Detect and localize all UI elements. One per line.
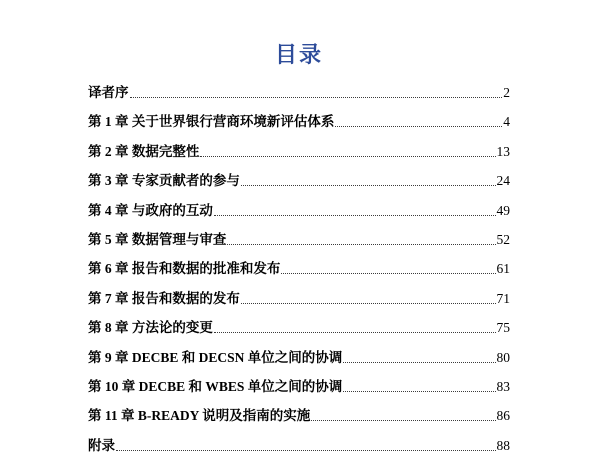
toc-entry[interactable] [88, 115, 510, 144]
dotted-leader [116, 439, 496, 451]
toc-entry[interactable] [88, 439, 510, 468]
toc-entry-page-number: 49 [496, 202, 510, 218]
dotted-leader [214, 321, 496, 333]
toc-entry-page-number: 83 [496, 378, 510, 394]
dotted-leader [130, 86, 503, 98]
toc-entry[interactable] [88, 351, 510, 380]
toc-entry-label: 第 2 章 数据完整性 [88, 143, 200, 159]
toc-entry-label: 第 6 章 报告和数据的批准和发布 [88, 261, 281, 277]
toc-entry-page-number: 71 [496, 290, 510, 306]
toc-entry-label: 译者序 [88, 85, 129, 100]
toc-entry-label: 第 4 章 与政府的互动 [88, 202, 213, 218]
dotted-leader [241, 292, 496, 304]
dotted-leader [311, 409, 495, 421]
toc-entry-label: 第 7 章 报告和数据的发布 [88, 290, 240, 306]
toc-entry-page-number: 13 [496, 143, 510, 159]
toc-entry-label: 第 11 章 B-READY 说明及指南的实施 [88, 408, 311, 424]
toc-entry-label: 第 9 章 DECBE 和 DECSN 单位之间的协调 [88, 349, 343, 365]
toc-entry[interactable] [88, 321, 510, 350]
toc-entry-page-number: 52 [496, 231, 510, 247]
toc-entry[interactable] [88, 204, 510, 233]
toc-entry[interactable] [88, 233, 510, 262]
toc-entry[interactable] [88, 292, 510, 321]
toc-entry[interactable] [88, 409, 510, 438]
page-title: 目录 [274, 42, 323, 67]
dotted-leader [343, 380, 495, 392]
toc-entry-label: 第 3 章 专家贡献者的参与 [88, 173, 240, 189]
toc-entry-label: 附录 [88, 437, 115, 453]
dotted-leader [200, 145, 495, 157]
dotted-leader [227, 233, 495, 245]
dotted-leader [343, 351, 495, 363]
table-of-contents [88, 86, 510, 468]
toc-entry-page-number: 61 [496, 261, 510, 277]
toc-entry-label: 第 5 章 数据管理与审查 [88, 231, 227, 247]
toc-entry-page-number: 24 [496, 173, 510, 189]
toc-entry-page-number: 75 [496, 320, 510, 336]
toc-entry-label: 第 10 章 DECBE 和 WBES 单位之间的协调 [88, 378, 343, 394]
dotted-leader [241, 174, 496, 186]
toc-entry-label: 第 1 章 关于世界银行营商环境新评估体系 [88, 114, 335, 130]
dotted-leader [281, 262, 495, 274]
toc-entry[interactable] [88, 174, 510, 203]
dotted-leader [335, 115, 502, 127]
toc-entry[interactable] [88, 86, 510, 115]
toc-entry[interactable] [88, 145, 510, 174]
toc-entry[interactable] [88, 380, 510, 409]
toc-entry-page-number: 86 [496, 408, 510, 424]
toc-entry-page-number: 88 [496, 437, 510, 453]
dotted-leader [214, 204, 496, 216]
toc-entry-page-number: 2 [503, 85, 510, 100]
toc-entry[interactable] [88, 262, 510, 291]
toc-entry-page-number: 4 [503, 114, 510, 130]
toc-entry-page-number: 80 [496, 349, 510, 365]
toc-entry-label: 第 8 章 方法论的变更 [88, 320, 213, 336]
